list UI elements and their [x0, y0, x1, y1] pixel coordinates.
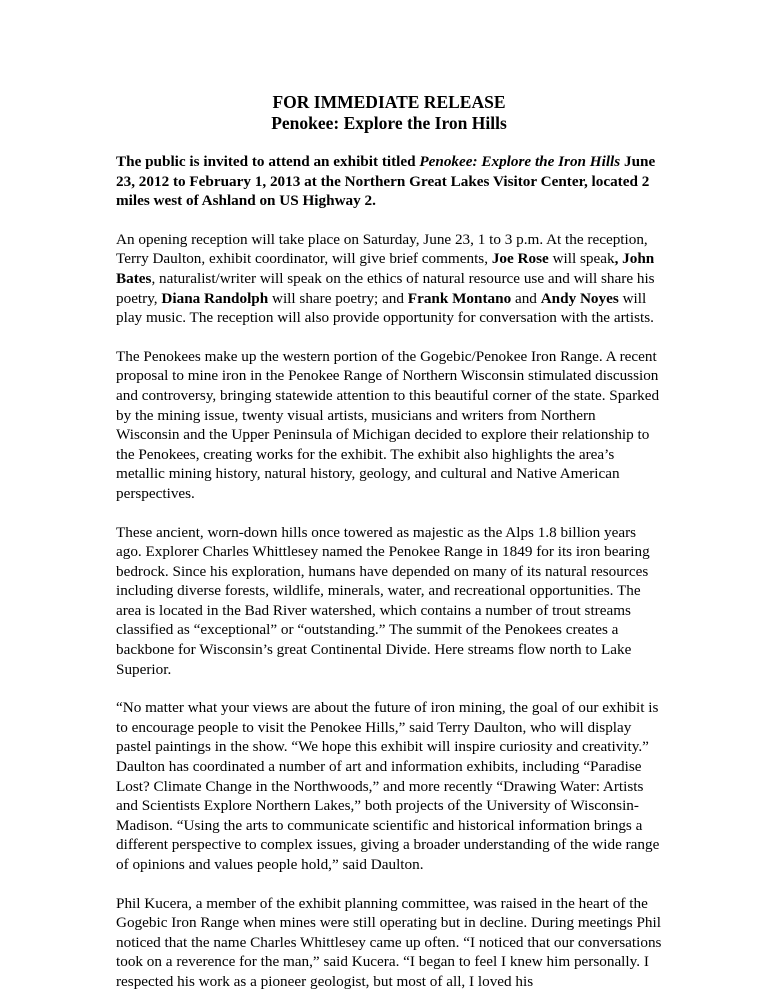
- lead-paragraph: [116, 152, 662, 211]
- lead-suffix: June 23, 2012 to February 1, 2013 at the Northern Great Lakes Visitor Center, located 2 miles west of Ashland on US Highway 2.: [116, 153, 656, 210]
- reception-text-4: will share poetry; and: [268, 289, 408, 307]
- reception-text-1: An opening reception will take place on Saturday, June 23, 1 to 3 p.m. At the reception, Terry Daulton, exhibit coordinator, will give brief comments,: [116, 230, 648, 268]
- hills-paragraph: These ancient, worn-down hills once towered as majestic as the Alps 1.8 billion years ago. Explorer Charles Whittlesey named the Penokee Range in 1849 for its iron bearing bedrock. Since his exploration, humans have depended on many of its natural resources including diverse forests, wildlife, minerals, water, and recreational opportunities. The area is located in the Bad River watershed, which contains a number of trout streams classified as “exceptional” or “outstanding.” The summit of the Penokees creates a backbone for Wisconsin’s great Continental Divide. Here streams flow north to Lake Superior.: [116, 523, 650, 678]
- name-joe-rose: Joe Rose: [491, 250, 549, 268]
- reception-paragraph: [116, 230, 662, 328]
- release-label: FOR IMMEDIATE RELEASE: [272, 92, 506, 112]
- press-release-page: [116, 92, 662, 992]
- lead-prefix: The public is invited to attend an exhibit titled: [116, 153, 420, 170]
- kucera-paragraph: Phil Kucera, a member of the exhibit planning committee, was raised in the heart of the Gogebic Iron Range when mines were still operating but in decline. During meetings Phil noticed that the name Charles Whittlesey came up often. “I noticed that our conversations took on a reverence for the man,” said Kucera. “I began to feel I knew him personally. I respected his work as a pioneer geologist, but most of all, I loved his: [116, 894, 662, 990]
- exhibit-title-heading: Penokee: Explore the Iron Hills: [271, 113, 507, 133]
- reception-text-6: will play music. The reception will also provide opportunity for conversation with the artists.: [116, 289, 654, 327]
- penokees-paragraph: The Penokees make up the western portion of the Gogebic/Penokee Iron Range. A recent proposal to mine iron in the Penokee Range of Northern Wisconsin stimulated discussion and controversy, bringing statewide attention to this beautiful corner of the state. Sparked by the mining issue, twenty visual artists, musicians and writers from Northern Wisconsin and the Upper Peninsula of Michigan decided to explore their relationship to the Penokees, creating works for the exhibit. The exhibit also highlights the area’s metallic mining history, natural history, geology, and cultural and Native American perspectives.: [116, 347, 660, 502]
- reception-text-3: , naturalist/writer will speak on the ethics of natural resource use and will share his poetry,: [116, 269, 655, 307]
- lead-exhibit-title: Penokee: Explore the Iron Hills: [419, 153, 621, 170]
- name-diana-randolph: Diana Randolph: [161, 289, 269, 307]
- name-andy-noyes: Andy Noyes: [540, 289, 619, 307]
- reception-text-5: and: [511, 289, 541, 307]
- name-john-bates: , John Bates: [116, 250, 655, 287]
- name-frank-montano: Frank Montano: [407, 289, 512, 307]
- daulton-quote-paragraph: “No matter what your views are about the future of iron mining, the goal of our exhibit is to encourage people to visit the Penokee Hills,” said Terry Daulton, who will display pastel paintings in the show. “We hope this exhibit will inspire curiosity and creativity.” Daulton has coordinated a number of art and information exhibits, including “Paradise Lost? Climate Change in the Northwoods,” and more recently “Drawing Water: Artists and Scientists Explore Northern Lakes,” both projects of the University of Wisconsin-Madison. “Using the arts to communicate scientific and historical information brings a different perspective to complex issues, giving a broader understanding of the wide range of opinions and values people hold,” said Daulton.: [116, 699, 660, 873]
- reception-text-2: will speak: [548, 250, 615, 268]
